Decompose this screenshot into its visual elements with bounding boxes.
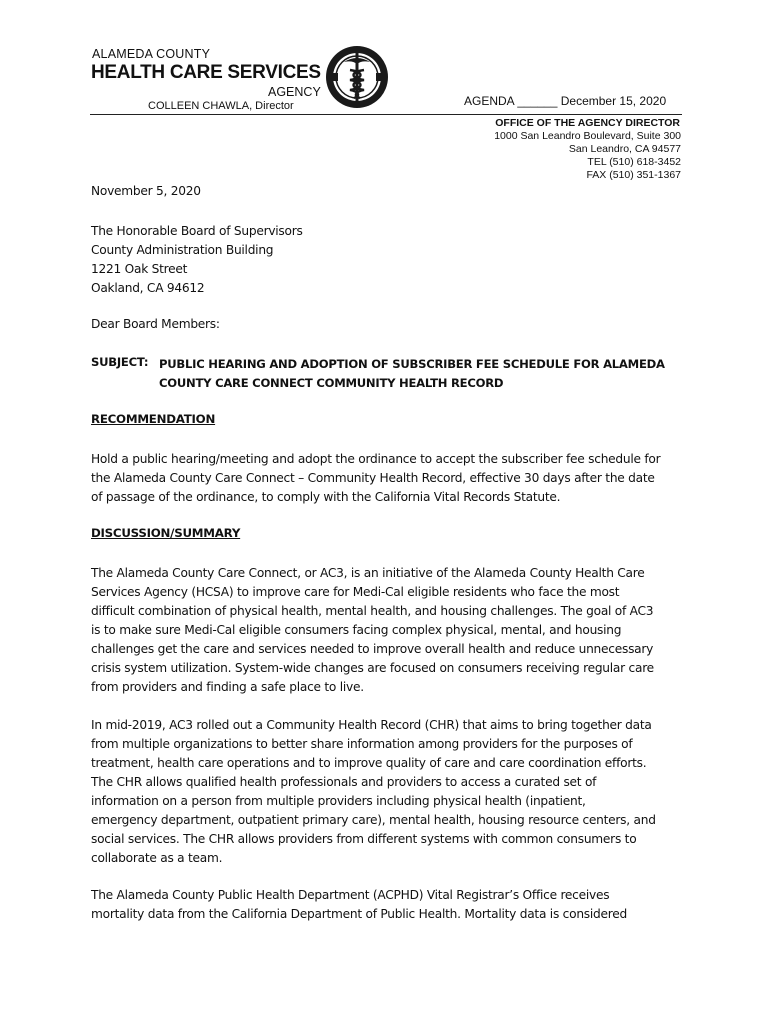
recommendation-heading: RECOMMENDATION: [91, 412, 216, 426]
letterhead-rule: [90, 114, 682, 115]
letter-date: November 5, 2020: [91, 184, 201, 198]
text-line: is to make sure Medi-Cal eligible consumers facing complex physical, mental, and housing: [91, 623, 622, 637]
subject-label: SUBJECT:: [91, 355, 149, 369]
text-line: of passage of the ordinance, to comply with the California Vital Records Statute.: [91, 490, 561, 504]
text-line: social services. The CHR allows providers from different systems with common consumers to: [91, 832, 637, 846]
text-line: from providers and finding a safe place to live.: [91, 680, 364, 694]
text-line: from multiple organizations to better share information among providers for the purposes of: [91, 737, 633, 751]
phone-line: TEL (510) 618-3452: [587, 156, 681, 168]
text-line: the Alameda County Care Connect – Community Health Record, effective 30 days after the date: [91, 471, 655, 485]
text-line: The CHR allows qualified health professionals and providers to access a curated set of: [91, 775, 597, 789]
text-line: treatment, health care operations and to improve quality of care and care coordination efforts.: [91, 756, 647, 770]
text-line: Services Agency (HCSA) to improve care for Medi-Cal eligible residents who face the most: [91, 585, 620, 599]
recommendation-paragraph: [91, 450, 691, 507]
county-name: ALAMEDA COUNTY: [92, 47, 211, 61]
text-line: Hold a public hearing/meeting and adopt the ordinance to accept the subscriber fee schedule for: [91, 452, 661, 466]
addressee-line: 1221 Oak Street: [91, 262, 188, 276]
addressee-line: The Honorable Board of Supervisors: [91, 224, 303, 238]
office-address: [494, 130, 681, 182]
text-line: mortality data from the California Department of Public Health. Mortality data is considered: [91, 907, 627, 921]
address-line: 1000 San Leandro Boulevard, Suite 300: [494, 130, 681, 142]
subject-line: PUBLIC HEARING AND ADOPTION OF SUBSCRIBER FEE SCHEDULE FOR ALAMEDA: [159, 357, 665, 371]
subject-text: [159, 355, 679, 393]
discussion-paragraph-3: [91, 886, 691, 924]
subject-line: COUNTY CARE CONNECT COMMUNITY HEALTH RECORD: [159, 376, 504, 390]
address-line: San Leandro, CA 94577: [568, 143, 681, 155]
fax-line: FAX (510) 351-1367: [586, 169, 681, 181]
caduceus-seal-icon: [324, 44, 390, 110]
agency-word: AGENCY: [268, 85, 321, 99]
text-line: emergency department, outpatient primary care), mental health, housing resource centers, and: [91, 813, 656, 827]
discussion-paragraph-1: [91, 564, 691, 697]
text-line: difficult combination of physical health, mental health, and housing challenges. The goal of AC3: [91, 604, 654, 618]
director-name: COLLEEN CHAWLA, Director: [148, 100, 294, 112]
addressee-block: [91, 222, 303, 298]
text-line: In mid-2019, AC3 rolled out a Community Health Record (CHR) that aims to bring together data: [91, 718, 652, 732]
discussion-heading: DISCUSSION/SUMMARY: [91, 526, 241, 540]
addressee-line: Oakland, CA 94612: [91, 281, 205, 295]
text-line: collaborate as a team.: [91, 851, 223, 865]
agency-name: HEALTH CARE SERVICES: [91, 62, 321, 83]
text-line: challenges get the care and services needed to improve overall health and reduce unnecessary: [91, 642, 654, 656]
text-line: crisis system utilization. System-wide changes are focused on consumers receiving regular care: [91, 661, 654, 675]
addressee-line: County Administration Building: [91, 243, 274, 257]
agenda-line: AGENDA ______ December 15, 2020: [464, 94, 667, 108]
text-line: information on a person from multiple providers including physical health (inpatient,: [91, 794, 586, 808]
text-line: The Alameda County Care Connect, or AC3, is an initiative of the Alameda County Health Care: [91, 566, 645, 580]
text-line: The Alameda County Public Health Department (ACPHD) Vital Registrar’s Office receives: [91, 888, 610, 902]
salutation: Dear Board Members:: [91, 317, 220, 331]
office-title: OFFICE OF THE AGENCY DIRECTOR: [495, 117, 680, 129]
discussion-paragraph-2: [91, 716, 691, 868]
